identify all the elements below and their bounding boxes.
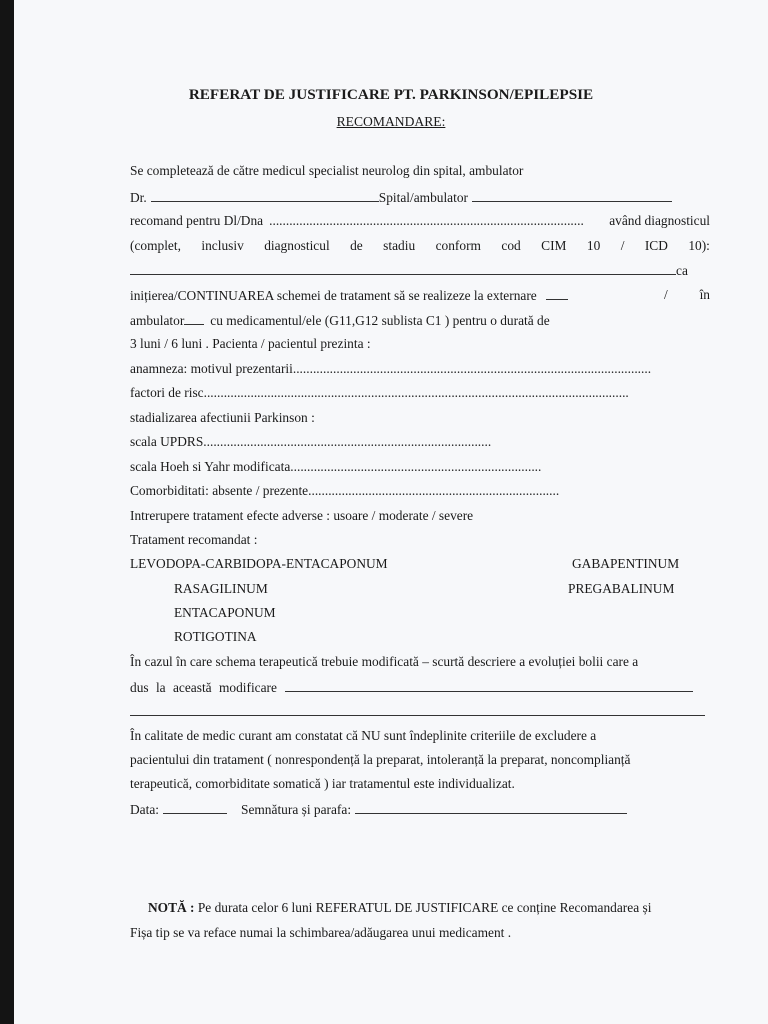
dw: ICD: [644, 238, 668, 253]
ambulatory-label: ambulator: [130, 313, 185, 328]
document-subtitle: RECOMANDARE:: [336, 114, 446, 129]
in-text: în: [699, 287, 710, 302]
dw: inclusiv: [201, 238, 244, 253]
patient-label: recomand pentru Dl/Dna: [130, 213, 264, 228]
recommended-treatment-label: Tratament recomandat :: [130, 532, 258, 547]
anamnesis-label: anamneza: motivul prezentarii: [130, 361, 293, 376]
modification-line-2: [130, 679, 693, 696]
doctor-label: Dr.: [130, 190, 147, 205]
risk-field[interactable]: ...............................................................................................................................: [203, 385, 629, 400]
diagnosis-label: având diagnosticul: [609, 213, 710, 228]
medication-item: PREGABALINUM: [568, 581, 675, 596]
hoehn-yahr-field[interactable]: ...........................................................................: [290, 459, 542, 474]
comorbidity-label: Comorbiditati: absente / prezente: [130, 483, 309, 498]
anamnesis-line: [130, 361, 651, 377]
risk-label: factori de risc: [130, 385, 204, 400]
dw: stadiu: [383, 238, 416, 253]
modification-field[interactable]: [285, 679, 693, 692]
treatment-start-label: inițierea/CONTINUAREA schemei de tratament să se realizeze la externare: [130, 288, 537, 303]
medication-item: LEVODOPA-CARBIDOPA-ENTACAPONUM: [130, 556, 388, 571]
dw: diagnosticul: [264, 238, 330, 253]
date-label: Data:: [130, 802, 159, 817]
modification-label: dus la această modificare: [130, 680, 277, 695]
modification-line: În cazul în care schema terapeutică trebuie modificată – scurtă descriere a evoluției bolii care a: [130, 654, 639, 669]
doctor-name-field[interactable]: [151, 189, 379, 202]
medication-item: ROTIGOTINA: [174, 629, 257, 644]
note-line-2: Fișa tip se va reface numai la schimbarea/adăugarea unui medicament .: [130, 925, 512, 940]
risk-line: [130, 385, 629, 401]
patient-line: [130, 213, 710, 229]
duration-line: 3 luni / 6 luni . Pacienta / pacientul prezinta :: [130, 336, 371, 351]
diagnosis-field[interactable]: [130, 262, 676, 275]
dw: 10):: [688, 238, 710, 253]
dw: 10: [586, 238, 601, 253]
note-line: [148, 900, 651, 916]
medication-item: ENTACAPONUM: [174, 605, 276, 620]
signature-label: Semnătura și parafa:: [241, 802, 352, 817]
declaration-line: În calitate de medic curant am constatat că NU sunt îndeplinite criteriile de excludere a: [130, 728, 597, 743]
updrs-field[interactable]: ......................................................................................: [203, 434, 492, 449]
comorbidity-line: [130, 483, 559, 499]
dw: conform: [435, 238, 481, 253]
modification-field-line[interactable]: [130, 715, 705, 716]
scan-edge: [0, 0, 14, 1024]
intro-line: Se completează de către medicul specialist neurolog din spital, ambulator: [130, 163, 524, 178]
dw: cod: [501, 238, 521, 253]
dw: /: [620, 238, 625, 253]
note-text: Pe durata celor 6 luni REFERATUL DE JUSTIFICARE ce conține Recomandarea și: [197, 900, 652, 915]
treatment-start-line: [130, 287, 710, 304]
hoehn-yahr-line: [130, 459, 541, 475]
note-label: NOTĂ :: [148, 900, 195, 915]
declaration-line: terapeutică, comorbiditate somatică ) iar tratamentul este individualizat.: [130, 776, 515, 791]
doctor-line: [130, 189, 672, 206]
document-page: [14, 0, 768, 1024]
medication-item: GABAPENTINUM: [572, 556, 680, 571]
dw: (complet,: [130, 238, 181, 253]
hospital-label: Spital/ambulator: [378, 190, 469, 205]
dw: CIM: [541, 238, 567, 253]
anamnesis-field[interactable]: ...........................................................................................................: [292, 361, 652, 376]
ca-text: ca: [676, 263, 688, 278]
interruption-line: Intrerupere tratament efecte adverse : usoare / moderate / severe: [130, 508, 474, 523]
declaration-line: pacientului din tratament ( nonrespondență la preparat, intoleranță la preparat, noncomplianță: [130, 752, 631, 767]
ambulatory-field[interactable]: [184, 312, 204, 325]
medication-text: cu medicamentul/ele (G11,G12 sublista C1 ) pentru o durată de: [210, 313, 550, 328]
patient-name-field[interactable]: ..............................................................................................: [269, 213, 584, 228]
medication-item: RASAGILINUM: [174, 581, 268, 596]
hoehn-yahr-label: scala Hoeh si Yahr modificata: [130, 459, 291, 474]
signature-field[interactable]: [355, 801, 627, 814]
updrs-line: [130, 434, 491, 450]
updrs-label: scala UPDRS: [130, 434, 204, 449]
hospital-field[interactable]: [472, 189, 672, 202]
comorbidity-field[interactable]: ...........................................................................: [308, 483, 560, 498]
ambulatory-line: [130, 312, 550, 329]
document-title: REFERAT DE JUSTIFICARE PT. PARKINSON/EPILEPSIE: [188, 86, 594, 103]
slash-text: /: [664, 287, 668, 302]
discharge-field[interactable]: [546, 287, 568, 300]
diagnosis-code-line: [130, 238, 710, 254]
diagnosis-fill-line: [130, 262, 688, 279]
staging-line: stadializarea afectiunii Parkinson :: [130, 410, 315, 425]
signature-line: [130, 801, 627, 818]
date-field[interactable]: [163, 801, 227, 814]
dw: de: [350, 238, 363, 253]
